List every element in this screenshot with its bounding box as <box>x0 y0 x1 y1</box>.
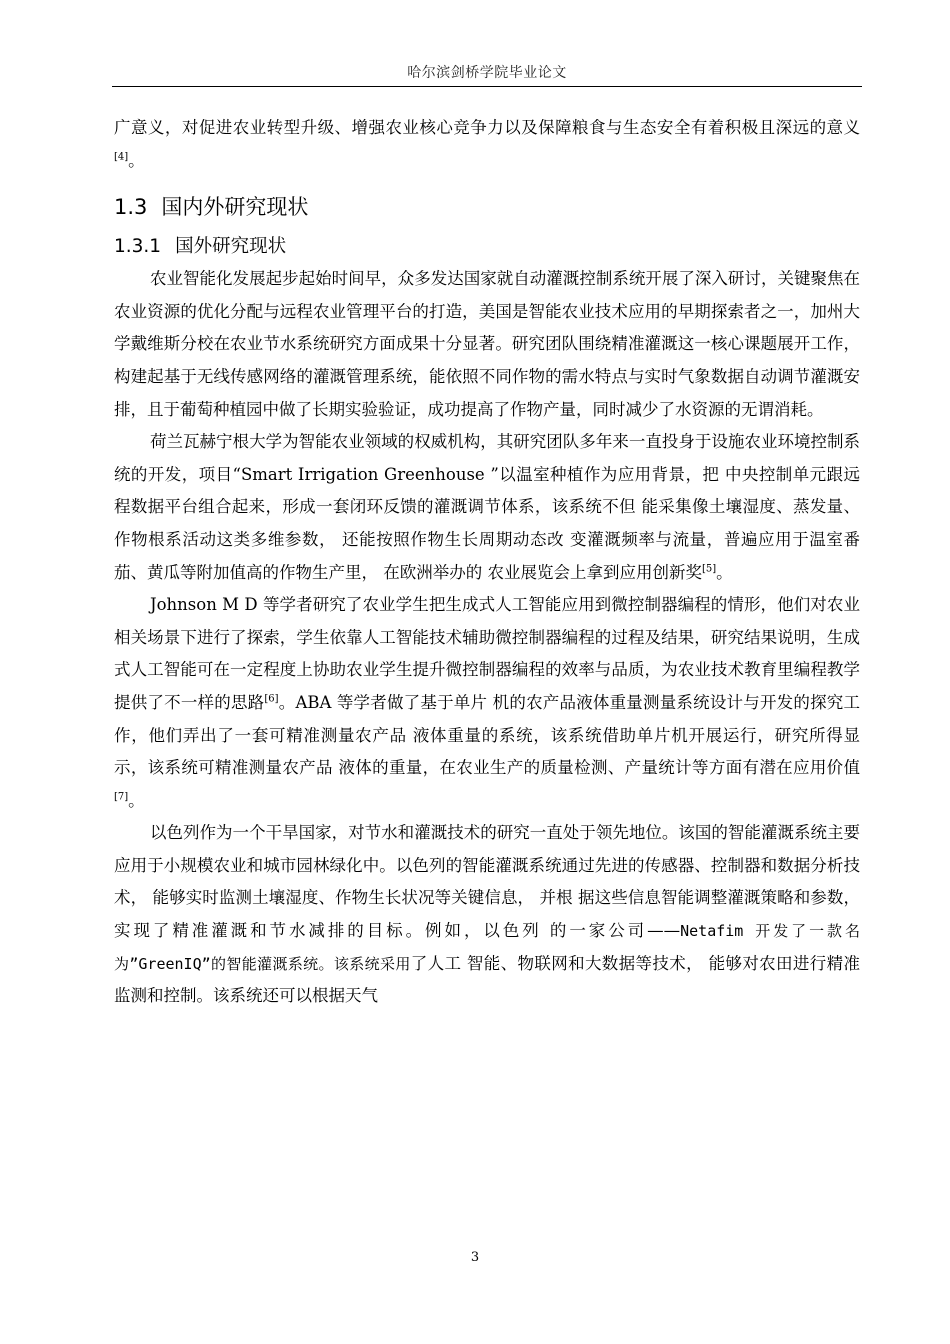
subsection-number: 1.3.1 <box>114 236 162 258</box>
paragraph-text-mono: Netafim 开发了一款名为”GreenIQ”的智能灌溉系统。该系统采用 <box>114 922 861 973</box>
citation: [7] <box>114 791 129 803</box>
subsection-heading <box>114 231 860 263</box>
subsection-title: 国外研究现状 <box>175 236 287 258</box>
running-header: 哈尔滨剑桥学院毕业论文 <box>407 65 567 81</box>
citation: [6] <box>264 693 279 705</box>
paragraph-usa: 农业智能化发展起步起始时间早，众多发达国家就自动灌溉控制系统开展了深入研讨，关键聚焦在农业资源的优化分配与远程农业管理平台的打造，美国是智能农业技术应用的早期探索者之一，加州大学戴维斯分校在农业节水系统研究方面成果十分显著。研究团队围绕精准灌溉这一核心课题展开工作，构建起基于无线传感网络的灌溉管理系统，能依照不同作物的需水特点与实时气象数据自动调节灌溉安排，且于葡萄种植园中做了长期实验验证，成功提高了作物产量，同时减少了水资源的无谓消耗。 <box>114 269 860 419</box>
paragraph-text: 广意义，对促进农业转型升级、增强农业核心竞争力以及保障粮食与生态安全有着积极且深远的意义 <box>114 118 860 137</box>
paragraph-netherlands <box>114 426 860 589</box>
paragraph-continuation <box>114 112 860 177</box>
paragraph-text: Johnson M D 等学者研究了农业学生把生成式人工智能应用到微控制器编程的情形，他们对农业相关场景下进行了探索，学生依靠人工智能技术辅助微控制器编程的过程及结果，研究结果说明，生成式人工智能可在一定程度上协助农业学生提升微控制器编程的效率与品质，为农业技术教育里编程教学提供了不一样的思路 <box>114 595 860 712</box>
page-body <box>114 112 860 1013</box>
page-number: 3 <box>470 1250 480 1265</box>
citation: [4] <box>114 151 129 163</box>
paragraph-end: 。 <box>128 790 145 810</box>
section-heading <box>114 191 860 223</box>
paragraph-text: 荷兰瓦赫宁根大学为智能农业领域的权威机构，其研究团队多年来一直投身于设施农业环境控制系统的开发，项目“Smart Irrigation Greenhouse ”以温室种植作为应用背景，把 中央控制单元跟远程数据平台组合起来，形成一套闭环反馈的灌溉调节体系，该系统不但 能采集像土壤湿度、蒸发量、作物根系活动这类多维参数， 还能按照作物生长周期动态改 变灌溉频率与流量，普遍应用于温室番茄、黄瓜等附加值高的作物生产里， 在欧洲举办的 农业展览会上拿到应用创新奖 <box>114 432 860 582</box>
paragraph-end: 。 <box>716 562 733 582</box>
paragraph-text: 。ABA 等学者做了基于单片 机的农产品液体重量测量系统设计与开发的探究工作，他们弄出了一套可精准测量农产品 液体重量的系统，该系统借助单片机开展运行，研究所得显示，该系统可精准测量农产品 液体的重量，在农业生产的质量检测、产量统计等方面有潜在应用价值 <box>114 692 860 778</box>
section-title: 国内外研究现状 <box>161 195 309 220</box>
header-rule <box>112 86 862 87</box>
section-number: 1.3 <box>114 195 148 220</box>
paragraph-johnson <box>114 589 860 817</box>
paragraph-israel <box>114 817 860 1013</box>
paragraph-text: 了人工 智能、物联网和大数据等技术， 能够对农田进行精准监测和控制。该系统还可以根据天气 <box>114 953 860 1006</box>
citation: [5] <box>702 563 717 575</box>
paragraph-end: 。 <box>128 150 145 170</box>
paragraph-text: 以色列作为一个干旱国家，对节水和灌溉技术的研究一直处于领先地位。该国的智能灌溉系统主要应用于小规模农业和城市园林绿化中。以色列的智能灌溉系统通过先进的传感器、控制器和数据分析技术， 能够实时监测土壤湿度、作物生长状况等关键信息， 并根 据这些信息智能调整灌溉策略和参数，实现了精准灌溉和节水减排的目标。例如，以色列 的一家公司—— <box>114 823 860 941</box>
